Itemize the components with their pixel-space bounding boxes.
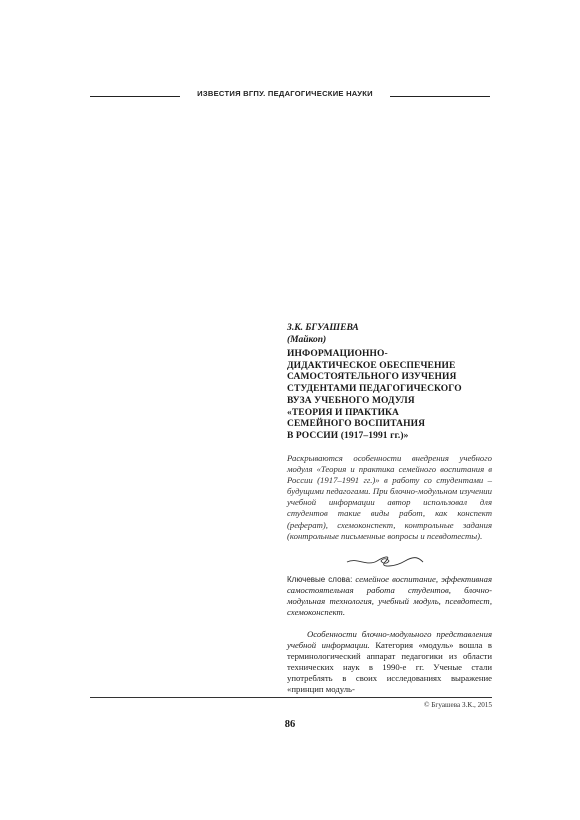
- body-text: Категория «модуль» вошла в терминологический аппарат педагогики из области технических наук в 1990-е гг. Ученые стали употреблять в своих исследованиях выражение «принцип модуль-: [287, 640, 492, 695]
- title-line: ИНФОРМАЦИОННО-: [287, 349, 388, 359]
- title-line: САМОСТОЯТЕЛЬНОГО ИЗУЧЕНИЯ: [287, 372, 457, 383]
- ornament-divider: [345, 555, 425, 567]
- body-paragraph: [287, 629, 492, 696]
- title-line: СТУДЕНТАМИ ПЕДАГОГИЧЕСКОГО: [287, 384, 462, 395]
- article-title: [287, 349, 492, 443]
- author-name: З.К. БГУАШЕВА: [287, 323, 359, 333]
- title-line: В РОССИИ (1917–1991 гг.)»: [287, 430, 409, 441]
- title-line: «ТЕОРИЯ И ПРАКТИКА: [287, 407, 400, 418]
- header-rule-left: [90, 96, 180, 97]
- author-block: [287, 323, 492, 346]
- keywords-text: семейное воспитание, эффективная самостоятельная работа студентов, блочно-модульная технология, учебный модуль, псевдотест, схемоконспект.: [287, 574, 493, 618]
- running-header: [90, 87, 490, 107]
- section-lead: Особенности блочно-модульного представления учебной информации.: [287, 629, 492, 651]
- author-affiliation: (Майкоп): [287, 334, 327, 345]
- copyright: © Бгуашева З.К., 2015: [424, 701, 492, 709]
- header-rule-right: [390, 96, 490, 97]
- abstract: Раскрываются особенности внедрения учебного модуля «Теория и практика семейного воспитания в России (1917–1991 гг.)» в работу со студентами – будущими педагогами. При блочно-модульном изучении учебной информации автор использовал для студентов такие виды работ, как конспект (реферат), схемоконспект, контрольные задания (контрольные письменные вопросы и псевдотесты).: [287, 453, 492, 541]
- title-line: ДИДАКТИЧЕСКОЕ ОБЕСПЕЧЕНИЕ: [287, 360, 456, 371]
- page-number: 86: [284, 719, 296, 730]
- keywords-label: Ключевые слова:: [287, 575, 353, 584]
- title-line: СЕМЕЙНОГО ВОСПИТАНИЯ: [287, 419, 426, 430]
- title-line: ВУЗА УЧЕБНОГО МОДУЛЯ: [287, 395, 415, 406]
- footnote-rule: [90, 697, 492, 698]
- journal-title: ИЗВЕСТИЯ ВГПУ. ПЕДАГОГИЧЕСКИЕ НАУКИ: [197, 89, 373, 98]
- keywords: [287, 574, 492, 618]
